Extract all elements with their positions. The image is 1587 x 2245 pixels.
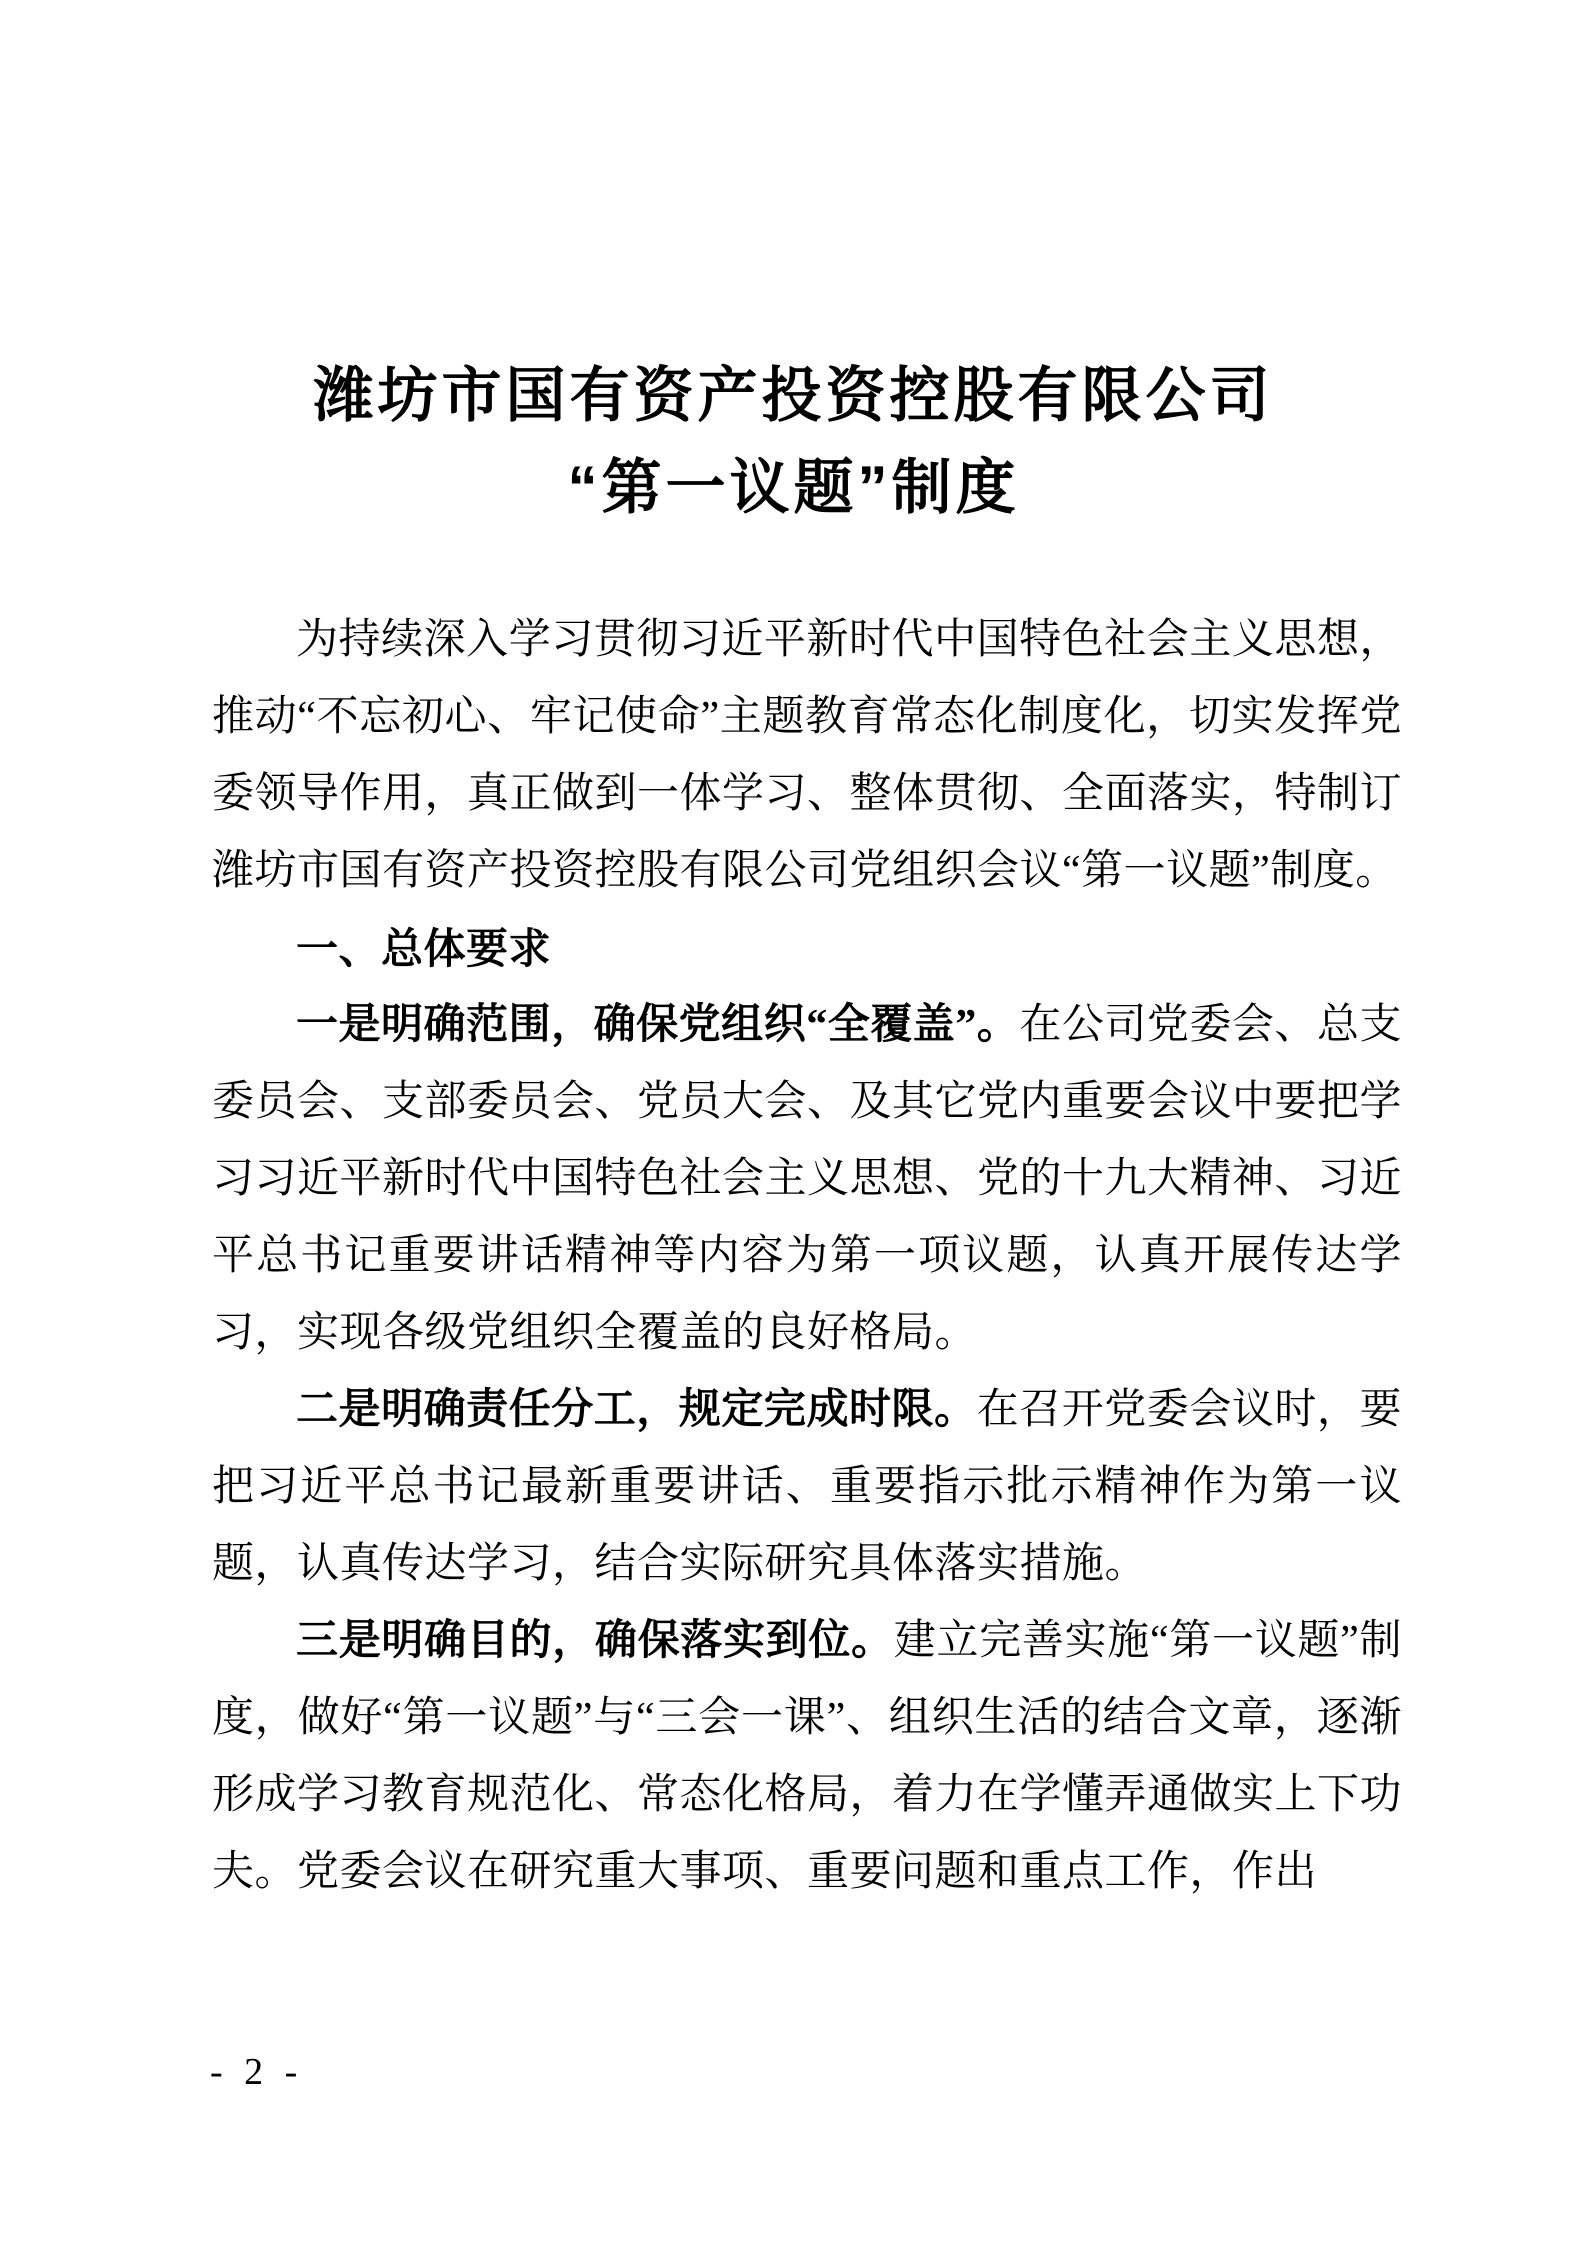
page-number: - 2 -	[210, 2051, 304, 2093]
paragraph	[212, 602, 1402, 910]
lead-in-text: 三是明确目的，确保落实到位。	[296, 1618, 894, 1664]
body-text: 在公司党委会、总支委员会、支部委员会、党员大会、及其它党内重要会议中要把学习习近平新时代中国特色社会主义思想、党的十九大精神、习近平总书记重要讲话精神等内容为第一项议题，认真开展传达学习，实现各级党组织全覆盖的良好格局。	[212, 1002, 1403, 1356]
body-text: 在召开党委会议时，要把习近平总书记最新重要讲话、重要指示批示精神作为第一议题，认真传达学习，结合实际研究具体落实措施。	[212, 1387, 1402, 1587]
section-heading	[212, 910, 1402, 987]
document-body	[212, 602, 1402, 1911]
paragraph	[212, 1372, 1402, 1603]
document-title-line-1: 潍坊市国有资产投资控股有限公司	[313, 362, 1274, 429]
body-text: 建立完善实施“第一议题”制度，做好“第一议题”与“三会一课”、组织生活的结合文章，逐渐形成学习教育规范化、常态化格局，着力在学懂弄通做实上下功夫。党委会议在研究重大事项、重要问题和重点工作，作出	[212, 1618, 1403, 1895]
lead-in-text: 二是明确责任分工，规定完成时限。	[296, 1387, 977, 1433]
lead-in-text: 一、总体要求	[296, 925, 552, 972]
body-text: 为持续深入学习贯彻习近平新时代中国特色社会主义思想，推动“不忘初心、牢记使命”主题教育常态化制度化，切实发挥党委领导作用，真正做到一体学习、整体贯彻、全面落实，特制订潍坊市国有资产投资控股有限公司党组织会议“第一议题”制度。	[212, 617, 1403, 894]
paragraph	[212, 1603, 1402, 1911]
document-title-line-2: “第一议题”制度	[567, 454, 1020, 521]
lead-in-text: 一是明确范围，确保党组织“全覆盖”。	[296, 1002, 1020, 1048]
paragraph	[212, 987, 1402, 1372]
document-title	[0, 350, 1587, 534]
